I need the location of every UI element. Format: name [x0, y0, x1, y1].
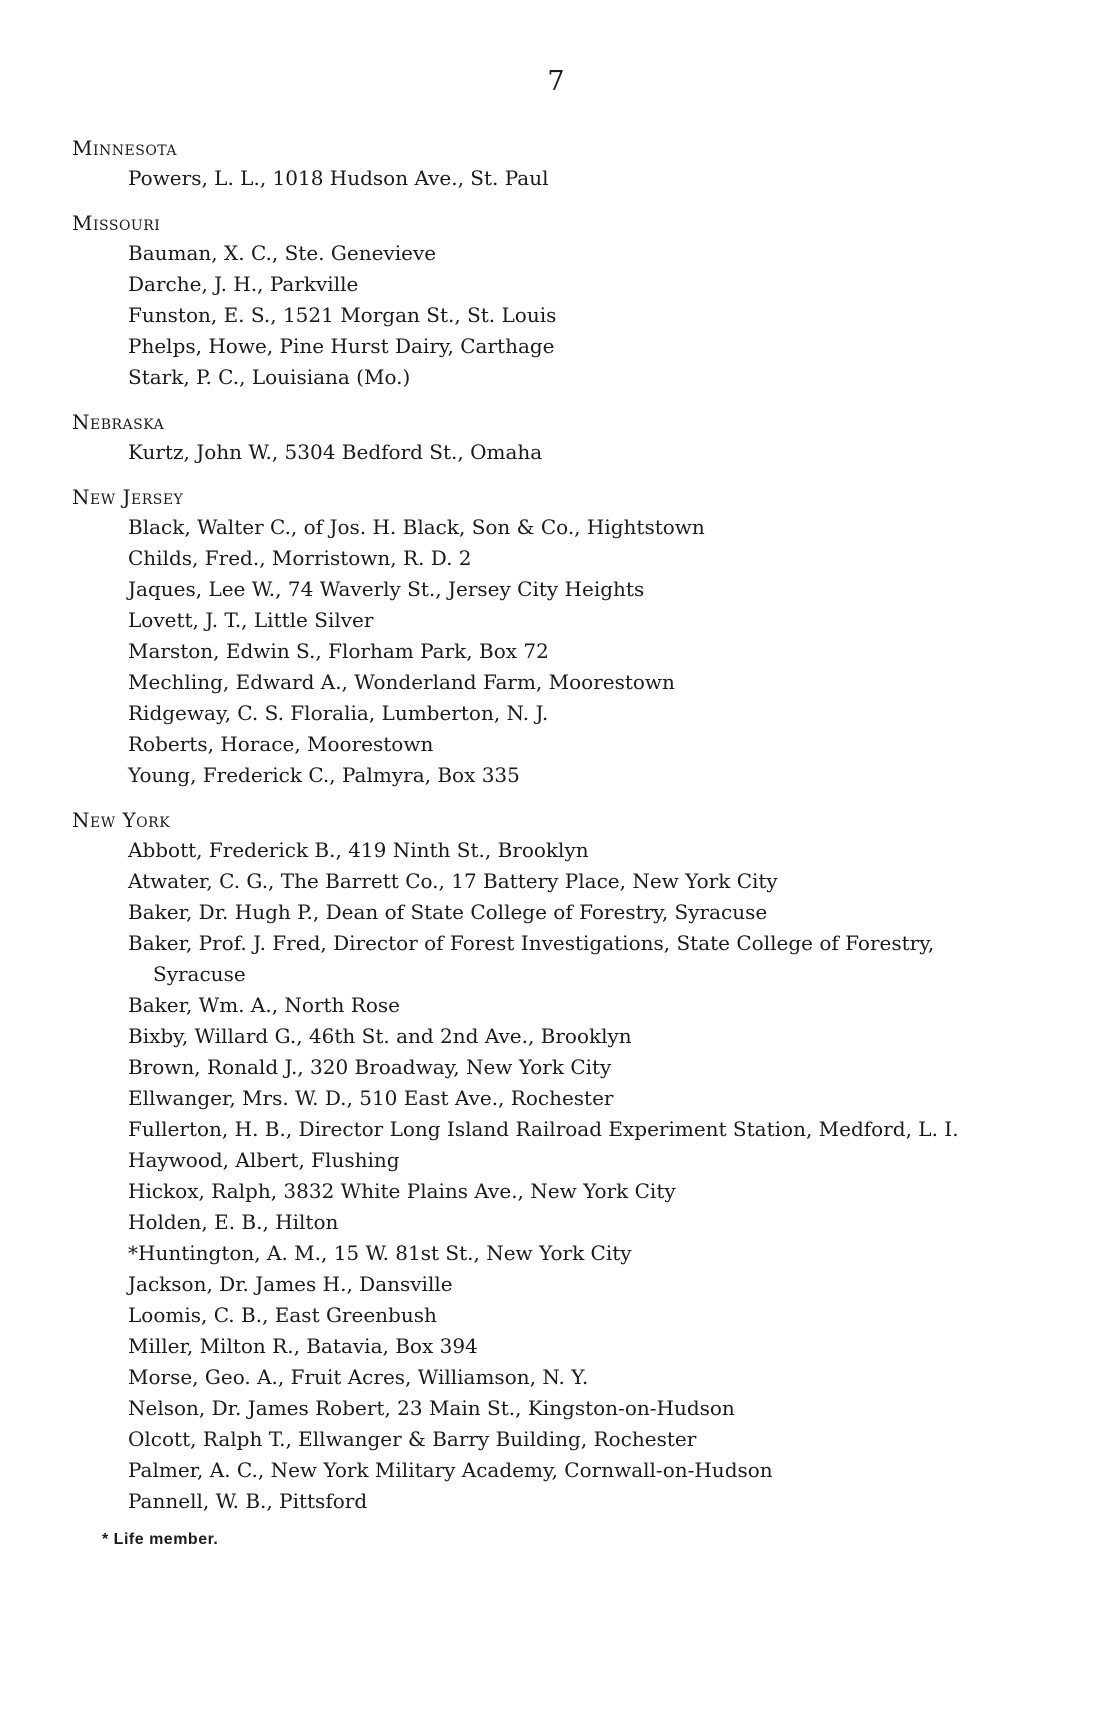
member-entry: Jackson, Dr. James H., Dansville — [128, 1272, 453, 1296]
member-list — [72, 835, 1040, 1517]
footnote: * Life member. — [102, 1531, 219, 1548]
member-entry: Olcott, Ralph T., Ellwanger & Barry Building, Rochester — [128, 1427, 697, 1451]
member-entry: Jaques, Lee W., 74 Waverly St., Jersey City Heights — [128, 577, 645, 601]
member-entry: Ridgeway, C. S. Floralia, Lumberton, N. J. — [128, 701, 549, 725]
member-entry: Haywood, Albert, Flushing — [128, 1148, 400, 1172]
member-entry: Baker, Prof. J. Fred, Director of Forest Investigations, State College of Forestry, Syracuse — [128, 931, 935, 986]
member-entry: Bixby, Willard G., 46th St. and 2nd Ave., Brooklyn — [128, 1024, 632, 1048]
member-entry: Marston, Edwin S., Florham Park, Box 72 — [128, 639, 549, 663]
member-entry: Atwater, C. G., The Barrett Co., 17 Battery Place, New York City — [128, 869, 778, 893]
member-entry: Loomis, C. B., East Greenbush — [128, 1303, 437, 1327]
member-entry: Pannell, W. B., Pittsford — [128, 1489, 368, 1513]
member-entry: Lovett, J. T., Little Silver — [128, 608, 374, 632]
member-entry: Miller, Milton R., Batavia, Box 394 — [128, 1334, 478, 1358]
state-heading: Missouri — [72, 211, 161, 235]
member-entry: Phelps, Howe, Pine Hurst Dairy, Carthage — [128, 334, 555, 358]
member-entry: Brown, Ronald J., 320 Broadway, New York City — [128, 1055, 612, 1079]
member-entry: Stark, P. C., Louisiana (Mo.) — [128, 365, 411, 389]
member-list — [72, 163, 1040, 194]
state-heading: New Jersey — [72, 485, 184, 509]
member-entry: Bauman, X. C., Ste. Genevieve — [128, 241, 437, 265]
member-entry: Young, Frederick C., Palmyra, Box 335 — [128, 763, 520, 787]
member-list — [72, 238, 1040, 393]
state-section — [72, 407, 1040, 468]
member-entry: Darche, J. H., Parkville — [128, 272, 359, 296]
state-section — [72, 805, 1040, 1517]
member-entry: Abbott, Frederick B., 419 Ninth St., Brooklyn — [128, 838, 589, 862]
member-list — [72, 512, 1040, 791]
member-entry: Hickox, Ralph, 3832 White Plains Ave., New York City — [128, 1179, 676, 1203]
member-directory — [72, 133, 1040, 1517]
member-entry: Palmer, A. C., New York Military Academy, Cornwall-on-Hudson — [128, 1458, 773, 1482]
page-number: 7 — [547, 66, 565, 97]
state-section — [72, 482, 1040, 791]
member-entry: Ellwanger, Mrs. W. D., 510 East Ave., Rochester — [128, 1086, 614, 1110]
state-section — [72, 133, 1040, 194]
member-entry: Fullerton, H. B., Director Long Island Railroad Experiment Station, Medford, L. I. — [128, 1117, 959, 1141]
member-entry: Nelson, Dr. James Robert, 23 Main St., Kingston-on-Hudson — [128, 1396, 735, 1420]
member-entry: Holden, E. B., Hilton — [128, 1210, 339, 1234]
member-entry: Powers, L. L., 1018 Hudson Ave., St. Paul — [128, 166, 549, 190]
member-entry: Baker, Wm. A., North Rose — [128, 993, 400, 1017]
member-entry: Morse, Geo. A., Fruit Acres, Williamson, N. Y. — [128, 1365, 589, 1389]
member-entry: Black, Walter C., of Jos. H. Black, Son & Co., Hightstown — [128, 515, 705, 539]
member-entry: Childs, Fred., Morristown, R. D. 2 — [128, 546, 472, 570]
member-entry: Baker, Dr. Hugh P., Dean of State College of Forestry, Syracuse — [128, 900, 768, 924]
state-heading: Minnesota — [72, 136, 177, 160]
state-section — [72, 208, 1040, 393]
member-entry: Funston, E. S., 1521 Morgan St., St. Louis — [128, 303, 557, 327]
member-list — [72, 437, 1040, 468]
member-entry: *Huntington, A. M., 15 W. 81st St., New York City — [128, 1241, 632, 1265]
state-heading: Nebraska — [72, 410, 165, 434]
state-heading: New York — [72, 808, 171, 832]
member-entry: Mechling, Edward A., Wonderland Farm, Moorestown — [128, 670, 675, 694]
member-entry: Roberts, Horace, Moorestown — [128, 732, 434, 756]
member-entry: Kurtz, John W., 5304 Bedford St., Omaha — [128, 440, 543, 464]
